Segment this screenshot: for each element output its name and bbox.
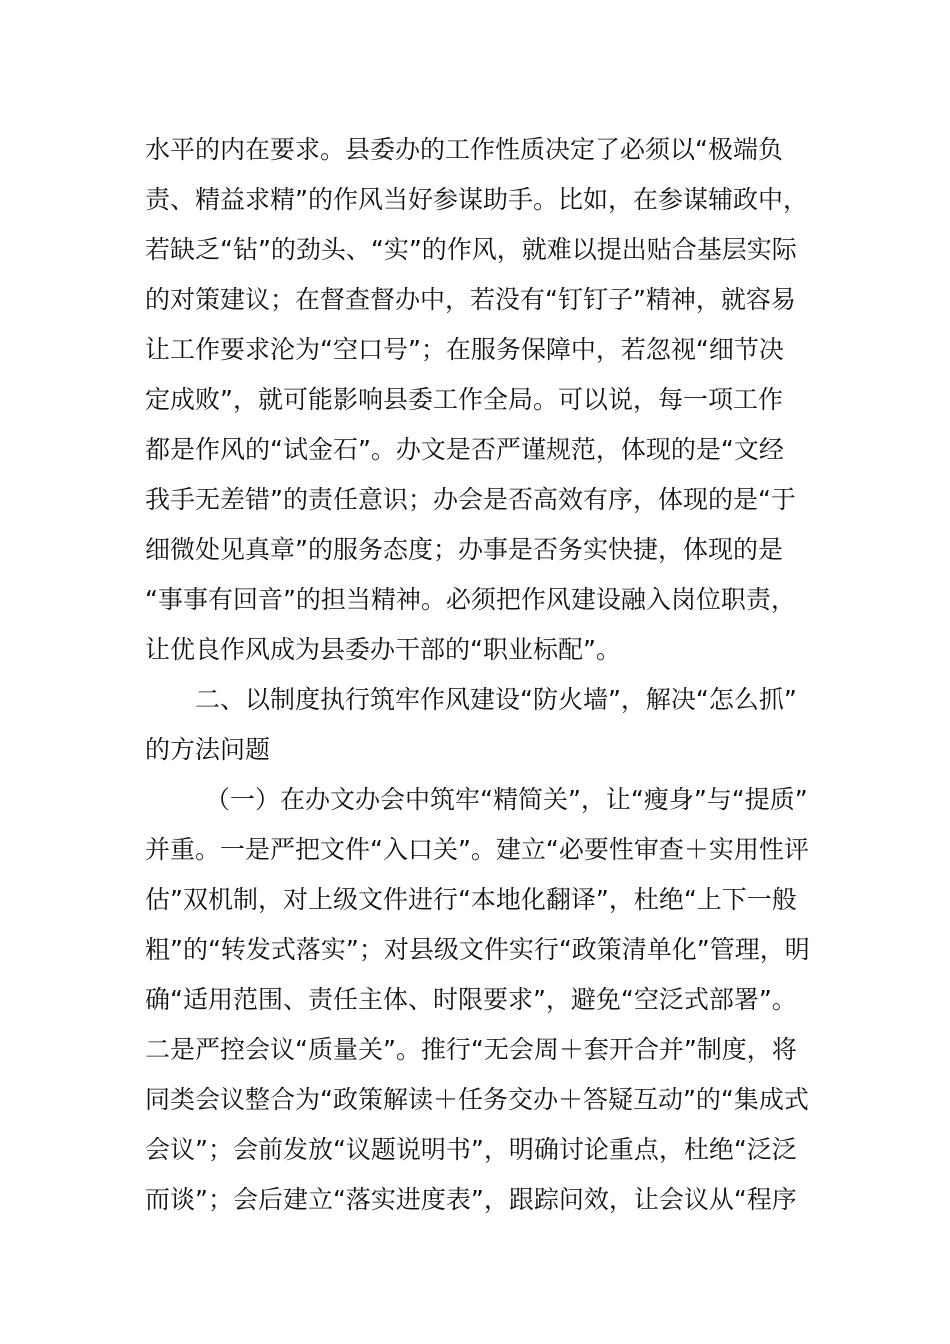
text-line: 都是作风的“试金石”。办文是否严谨规范，体现的是“文经 bbox=[145, 435, 784, 464]
text-line: 并重。一是严把文件“入口关”。建立“必要性审查＋实用性评 bbox=[145, 835, 809, 864]
text-line: 责、精益求精”的作风当好参谋助手。比如，在参谋辅政中， bbox=[145, 185, 808, 214]
subsection-heading: （一）在办文办会中筑牢“精简关”，让“瘦身”与“提质” bbox=[205, 785, 808, 814]
text-line: 会议”；会前发放“议题说明书”，明确讨论重点，杜绝“泛泛 bbox=[145, 1135, 797, 1164]
text-line: 粗”的“转发式落实”；对县级文件实行“政策清单化”管理，明 bbox=[145, 935, 810, 964]
text-line: 定成败”，就可能影响县委工作全局。可以说，每一项工作 bbox=[145, 385, 783, 414]
text-line: 的对策建议；在督查督办中，若没有“钉钉子”精神，就容易 bbox=[145, 285, 796, 314]
text-line: 让优良作风成为县委办干部的“职业标配”。 bbox=[145, 635, 621, 664]
text-line: 确“适用范围、责任主体、时限要求”，避免“空泛式部署”。 bbox=[145, 985, 797, 1014]
text-line: 同类会议整合为“政策解读＋任务交办＋答疑互动”的“集成式 bbox=[145, 1085, 809, 1114]
text-line: 估”双机制，对上级文件进行“本地化翻译”，杜绝“上下一般 bbox=[145, 885, 797, 914]
section-heading: 二、以制度执行筑牢作风建设“防火墙”，解决“怎么抓” bbox=[195, 685, 797, 714]
text-line: 我手无差错”的责任意识；办会是否高效有序，体现的是“于 bbox=[145, 485, 796, 514]
section-heading-continued: 的方法问题 bbox=[145, 735, 271, 764]
text-line: 若缺乏“钻”的劲头、“实”的作风，就难以提出贴合基层实际 bbox=[145, 235, 797, 264]
text-line: “事事有回音”的担当精神。必须把作风建设融入岗位职责， bbox=[145, 585, 796, 614]
text-line: 水平的内在要求。县委办的工作性质决定了必须以“极端负 bbox=[145, 135, 783, 164]
text-line: 而谈”；会后建立“落实进度表”，跟踪问效，让会议从“程序 bbox=[145, 1185, 797, 1214]
text-line: 让工作要求沦为“空口号”；在服务保障中，若忽视“细节决 bbox=[145, 335, 784, 364]
text-line: 细微处见真章”的服务态度；办事是否务实快捷，体现的是 bbox=[145, 535, 783, 564]
text-line: 二是严控会议“质量关”。推行“无会周＋套开合并”制度，将 bbox=[145, 1035, 797, 1064]
